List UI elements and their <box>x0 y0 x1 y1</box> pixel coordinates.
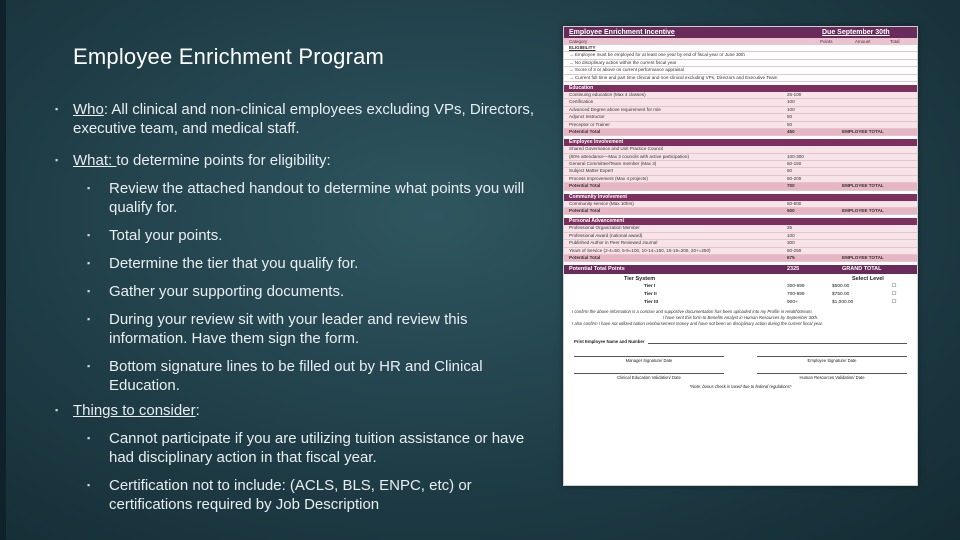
step-item: ▪ Gather your supporting documents. <box>55 282 535 301</box>
eligibility-item: → Employee must be employed for at least one year by end of fiscal year or June 30th <box>564 52 917 59</box>
section-row: Preceptor or Trainer 50 <box>564 122 917 129</box>
step-item: ▪ Total your points. <box>55 226 535 245</box>
section-header: Employee Involvement <box>564 139 917 146</box>
slide-title: Employee Enrichment Program <box>73 44 385 69</box>
step-item: ▪ During your review sit with your leader and review this information. Have them sign the form. <box>55 310 535 348</box>
tier-row: Tier II 700-899 $750.00 ☐ <box>644 292 897 298</box>
section-total-row: Potential Total 450 EMPLOYEE TOTAL <box>564 129 917 136</box>
col-header: Points <box>820 39 833 44</box>
things-label: Things to consider <box>73 402 196 419</box>
section-row: Advanced Degree above requirement for role 100 <box>564 107 917 114</box>
section-header: Community Involvement <box>564 194 917 201</box>
handout-sections <box>564 85 917 262</box>
step-item: ▪ Review the attached handout to determine what points you will qualify for. <box>55 179 535 217</box>
section-row: Continuing education (Max 4 classes) 25-100 <box>564 92 917 99</box>
print-name-line: Print Employee Name and Number <box>564 335 917 346</box>
section-total-row: Potential Total 500 EMPLOYEE TOTAL <box>564 208 917 215</box>
section-row: Years of Service (2-4=50, 5-9=100, 10-14=150, 15-19=200, 20+=250) 50-250 <box>564 248 917 255</box>
what-text: to determine points for eligibility: <box>116 152 331 169</box>
tier-list <box>564 283 917 307</box>
consider-item: ▪ Certification not to include: (ACLS, BLS, ENPC, etc) or certifications required by Job Description <box>55 476 535 514</box>
step-item: ▪ Bottom signature lines to be filled out by HR and Clinical Education. <box>55 357 535 395</box>
who-text: : All clinical and non-clinical employees excluding VPs, Directors, executive team, and medical staff. <box>73 101 535 137</box>
who-bullet <box>55 100 535 138</box>
section-row: General Committee/Team member (Max 3) 50-150 <box>564 161 917 168</box>
handout-form-image <box>563 26 918 486</box>
potential-total-points: Potential Total Points 2325 GRAND TOTAL <box>564 265 917 274</box>
what-bullet <box>55 151 535 170</box>
section-header: Personal Advancement <box>564 218 917 225</box>
slide-content <box>55 100 535 523</box>
section-row: Shared Governance and Unit Practice Council <box>564 146 917 153</box>
handout-header <box>564 27 917 38</box>
eligibility-item: → Current full time and part time clinical and non-clinical excluding VPs, Directors and Executive Team <box>564 75 917 82</box>
eligibility-item: → Score of 3 or above on current performance appraisal <box>564 67 917 74</box>
section-row: Process Improvement (Max 4 projects) 50-200 <box>564 176 917 183</box>
signature-row-1 <box>564 356 917 363</box>
tax-note: *Note: bonus check is taxed due to federal regulations* <box>689 384 792 390</box>
things-bullet <box>55 401 535 420</box>
employee-signature: Employee Signature/ Date <box>757 356 907 363</box>
col-header: Amount <box>855 39 871 44</box>
handout-title: Employee Enrichment Incentive <box>569 29 675 36</box>
col-header: Category <box>569 39 588 44</box>
left-accent-bar <box>0 0 6 540</box>
section-row: (80% attendance—Max 3 councils with active participation) 100-300 <box>564 154 917 161</box>
eligibility-label: ELIGIBILITY <box>564 45 917 52</box>
handout-column-headers <box>564 38 917 45</box>
section-header: Education <box>564 85 917 92</box>
section-row: Community service (Max 10hrs) 50-500 <box>564 201 917 208</box>
eligibility-list <box>564 52 917 82</box>
manager-signature: Manager Signature/ Date <box>574 356 724 363</box>
section-row: Subject Matter Expert 50 <box>564 168 917 175</box>
who-label: Who <box>73 101 104 118</box>
section-total-row: Potential Total 675 EMPLOYEE TOTAL <box>564 255 917 262</box>
things-colon: : <box>195 402 200 419</box>
tier-row: Tier I 300-699 $500.00 ☐ <box>644 284 897 290</box>
tier-system-header: Tier System Select Level <box>624 276 884 283</box>
handout-confirmation-text: I confirm the above information is a concise and supportive documentation has been uploaded into my Profile in HealthStream. I have sent this form to Benefits Analyst in Human Resources by September 30th. I also confirm I have not utilized tuition reimbursement money and have not been on disciplinary action during the current fiscal year. <box>572 309 824 327</box>
clinical-validation: Clinical Education Validation/ Date <box>574 373 724 380</box>
step-item: ▪ Determine the tier that you qualify for. <box>55 254 535 273</box>
hr-validation: Human Resources Validation/ Date <box>757 373 907 380</box>
handout-due: Due September 30th <box>822 29 890 36</box>
section-row: Professional Organization Member 25 <box>564 225 917 232</box>
col-header: Total <box>890 39 900 44</box>
eligibility-item: → No disciplinary action within the current fiscal year <box>564 60 917 67</box>
tier-row: Tier III 900+ $1,000.00 ☐ <box>644 300 897 306</box>
section-total-row: Potential Total 700 EMPLOYEE TOTAL <box>564 183 917 190</box>
section-row: Professional Award (national award) 100 <box>564 233 917 240</box>
section-row: Adjunct Instructor 50 <box>564 114 917 121</box>
what-label: What: <box>73 152 117 169</box>
signature-row-2 <box>564 373 917 380</box>
consider-item: ▪ Cannot participate if you are utilizing tuition assistance or have had disciplinary action in that fiscal year. <box>55 429 535 467</box>
section-row: Published Author in Peer Reviewed Journal 300 <box>564 240 917 247</box>
section-row: Certification 100 <box>564 99 917 106</box>
